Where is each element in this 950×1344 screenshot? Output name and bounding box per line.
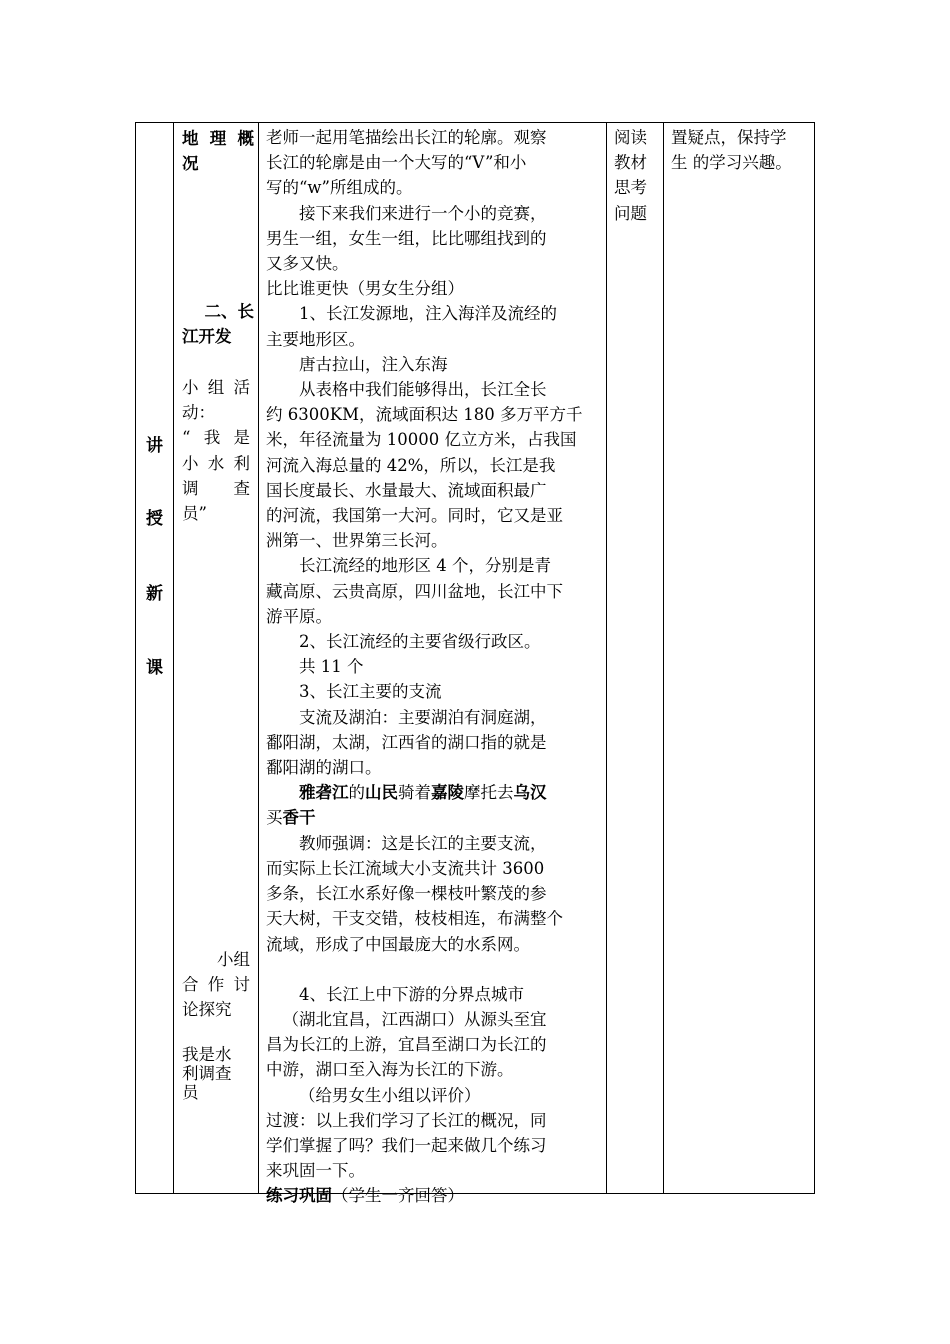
content-cell [266, 123, 600, 1206]
content-line: 过渡：以上我们学习了长江的概况，同 [266, 1110, 547, 1130]
mnemonic-line [266, 780, 600, 805]
mnemonic-keyword: 嘉陵 [431, 783, 464, 803]
section-label-cell [136, 123, 173, 1193]
mnemonic-keyword: 雅砻江 [299, 783, 349, 803]
column-divider [173, 123, 174, 1193]
group-activity-text: 员” [182, 504, 207, 524]
content-line: 流域，形成了中国最庞大的水系网。 [266, 934, 530, 954]
content-line: 2、长江流经的主要省级行政区。 [299, 632, 541, 652]
content-line: 鄱阳湖的湖口。 [266, 758, 382, 778]
mnemonic-text: 骑着 [398, 783, 431, 803]
design-intent-cell [671, 123, 813, 1193]
content-line: 天大树，干支交错，枝枝相连，布满整个 [266, 909, 563, 929]
topic-heading: 二、长 [204, 302, 254, 321]
content-line: 学们掌握了吗？我们一起来做几个练习 [266, 1135, 547, 1155]
content-line: 老师一起用笔描绘出长江的轮廓。观察 [266, 128, 547, 147]
mnemonic-keyword: 乌汉 [513, 783, 547, 803]
content-line: 共 11 个 [299, 657, 364, 677]
investigator-text: 我是水 [182, 1045, 232, 1064]
investigator-text: 利调查 [182, 1064, 232, 1083]
topic-heading: 江开发 [182, 327, 232, 347]
discussion-text: 论探究 [182, 1000, 232, 1020]
blank-line [266, 957, 600, 982]
section-label-char: 新 [146, 584, 163, 604]
lesson-table [135, 122, 815, 1206]
content-line: 而实际上长江流域大小支流共计 3600 [266, 858, 545, 878]
column-divider [606, 123, 607, 1193]
content-line: 多条，长江水系好像一棵枝叶繁茂的参 [266, 884, 547, 904]
content-line: 长江的轮廓是由一个大写的“V”和小 [266, 153, 527, 173]
content-line: （给男女生小组以评价） [299, 1085, 481, 1105]
content-line: 昌为长江的上游，宜昌至湖口为长江的 [266, 1035, 547, 1055]
content-line: 男生一组，女生一组，比比哪组找到的 [266, 228, 547, 248]
content-line: 比比谁更快（男女生分组） [266, 279, 464, 299]
content-line: 约 6300KM，流域面积达 180 多万平方千 [266, 405, 583, 425]
discussion-text: 合作讨 [182, 975, 250, 995]
column-divider [258, 123, 259, 1193]
content-line [266, 1183, 600, 1208]
design-intent-text: 置疑点，保持学 [671, 128, 787, 147]
content-line: 中游，湖口至入海为长江的下游。 [266, 1060, 514, 1080]
student-activity-text: 思考 [614, 178, 647, 198]
content-line: 从表格中我们能够得出，长江全长 [299, 380, 547, 400]
group-activity-text: 动： [182, 403, 215, 423]
discussion-text: 小组 [217, 950, 250, 969]
content-line: 教师强调：这是长江的主要支流， [299, 833, 547, 853]
group-activity-text: 小组活 [182, 378, 250, 397]
student-activity-text: 问题 [614, 203, 647, 223]
exercise-note: （学生一齐回答） [332, 1186, 464, 1206]
content-line: 唐古拉山，注入东海 [299, 354, 448, 374]
content-line: 写的“w”所组成的。 [266, 178, 413, 198]
content-line: 的河流，我国第一大河。同时，它又是亚 [266, 506, 563, 526]
content-line: （湖北宜昌，江西湖口）从源头至宜 [282, 1009, 547, 1029]
content-line: 河流入海总量的 42%，所以，长江是我 [266, 455, 556, 475]
mnemonic-line [266, 805, 600, 830]
content-line: 鄱阳湖，太湖，江西省的湖口指的就是 [266, 732, 547, 752]
content-line: 接下来我们来进行一个小的竞赛， [299, 203, 547, 223]
investigator-text: 员 [182, 1083, 199, 1102]
section-label-char: 授 [146, 509, 163, 529]
content-line: 米，年径流量为 10000 亿立方米，占我国 [266, 430, 577, 450]
content-line: 藏高原、云贵高原，四川盆地，长江中下 [266, 581, 563, 601]
student-activity-text: 教材 [614, 153, 647, 173]
content-line: 主要地形区。 [266, 329, 365, 349]
content-line: 3、长江主要的支流 [299, 682, 442, 702]
section-label-char: 课 [146, 658, 163, 678]
content-line: 1、长江发源地，注入海洋及流经的 [299, 304, 557, 324]
mnemonic-keyword: 山民 [365, 783, 398, 803]
mnemonic-text: 摩托去 [464, 783, 514, 803]
content-line: 国长度最长、水量最大、流域面积最广 [266, 480, 547, 500]
student-activity-cell [614, 123, 660, 1193]
group-activity-text: 调 查 [182, 478, 250, 498]
mnemonic-text: 的 [348, 783, 365, 803]
content-line: 又多又快。 [266, 254, 349, 274]
content-line: 4、长江上中下游的分界点城市 [299, 984, 524, 1004]
student-activity-text: 阅读 [614, 128, 647, 147]
exercise-heading: 练习巩固 [266, 1186, 332, 1206]
content-line: 洲第一、世界第三长河。 [266, 531, 448, 551]
mnemonic-text: 买 [266, 808, 283, 828]
content-line: 游平原。 [266, 606, 332, 626]
content-line: 来巩固一下。 [266, 1161, 365, 1181]
topic-title: 况 [182, 154, 199, 174]
group-activity-text: “我是 [182, 428, 250, 448]
mnemonic-keyword: 香干 [282, 808, 316, 828]
group-activity-text: 小水利 [182, 453, 250, 473]
design-intent-text: 生 的学习兴趣。 [671, 153, 792, 173]
section-label-char: 讲 [146, 436, 163, 456]
content-line: 支流及湖泊：主要湖泊有洞庭湖， [299, 707, 547, 727]
topic-title: 地理概 [182, 129, 254, 148]
topic-cell [182, 123, 254, 1193]
column-divider [663, 123, 664, 1193]
content-line: 长江流经的地形区 4 个，分别是青 [299, 556, 551, 576]
